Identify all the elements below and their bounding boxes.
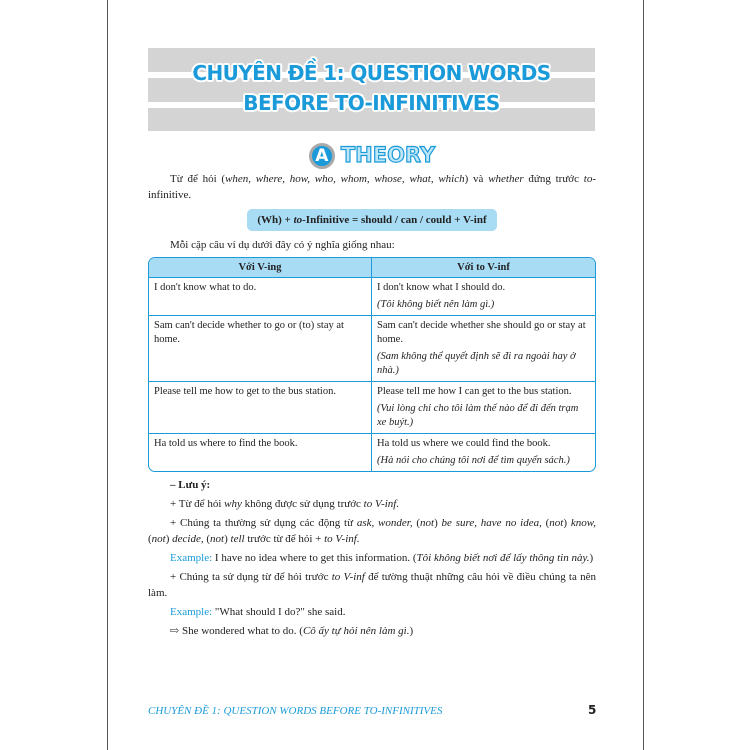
column-header: Với V-ing xyxy=(149,258,372,278)
table-row xyxy=(149,434,595,471)
section-letter-badge: A xyxy=(309,143,335,169)
example: Example: "What should I do?" she said. xyxy=(170,606,346,618)
notes-heading: – Lưu ý: xyxy=(170,479,211,491)
section-label: THEORY xyxy=(340,143,436,167)
title-line: BEFORE TO-INFINITIVES xyxy=(243,91,500,115)
running-footer: CHUYÊN ĐỀ 1: QUESTION WORDS BEFORE TO-INFINITIVES xyxy=(148,705,443,717)
cell-inf: Please tell me how I can get to the bus station. (Vui lòng chỉ cho tôi làm thế nào để đi đến trạm xe buýt.) xyxy=(372,382,595,434)
table-row xyxy=(149,382,595,434)
intro-paragraph: Từ để hỏi (when, where, how, who, whom, whose, what, which) và whether đứng trước to-infinitive. xyxy=(148,173,596,201)
title-line: CHUYÊN ĐỀ 1: QUESTION WORDS xyxy=(192,61,551,85)
note: + Từ để hỏi why không được sử dụng trước to V-inf. xyxy=(170,498,400,510)
table-row xyxy=(149,316,595,382)
note: + Chúng ta sử dụng từ để hỏi trước to V-inf để tường thuật những câu hỏi về điều chúng ta nên làm. xyxy=(148,571,596,599)
pairs-intro: Mỗi cặp câu ví dụ dưới đây có ý nghĩa giống nhau: xyxy=(170,239,395,251)
column-header: Với to V-inf xyxy=(372,258,595,278)
page-number: 5 xyxy=(588,703,597,717)
content-column xyxy=(148,141,596,642)
note: + Chúng ta thường sử dụng các động từ ask, wonder, (not) be sure, have no idea, (not) know, (not) decide, (not) tell trước từ để hỏi + to V-inf. xyxy=(148,517,596,545)
cell-ving: Please tell me how to get to the bus station. xyxy=(149,382,372,434)
cell-ving: Sam can't decide whether to go or (to) stay at home. xyxy=(149,316,372,382)
chapter-title xyxy=(148,58,595,118)
cell-inf: I don't know what I should do. (Tôi không biết nên làm gì.) xyxy=(372,278,595,316)
cell-inf: Sam can't decide whether she should go or stay at home. (Sam không thể quyết định sẽ đi ra ngoài hay ở nhà.) xyxy=(372,316,595,382)
page-edge-right xyxy=(643,0,644,750)
cell-ving: I don't know what to do. xyxy=(149,278,372,316)
page-edge-left xyxy=(107,0,108,750)
formula-row xyxy=(148,209,596,231)
comparison-table xyxy=(148,257,596,472)
cell-inf: Ha told us where we could find the book. (Hà nói cho chúng tôi nơi để tìm quyển sách.) xyxy=(377,438,570,466)
example-result: ⇨ She wondered what to do. (Cô ấy tự hỏi nên làm gì.) xyxy=(170,625,414,637)
table-row xyxy=(149,278,595,316)
example: Example: I have no idea where to get this information. (Tôi không biết nơi để lấy thông tin này.) xyxy=(170,552,594,564)
section-heading xyxy=(148,141,596,169)
formula-box: (Wh) + to-Infinitive = should / can / could + V-inf xyxy=(247,209,496,231)
cell-ving: Ha told us where to find the book. xyxy=(149,434,372,471)
